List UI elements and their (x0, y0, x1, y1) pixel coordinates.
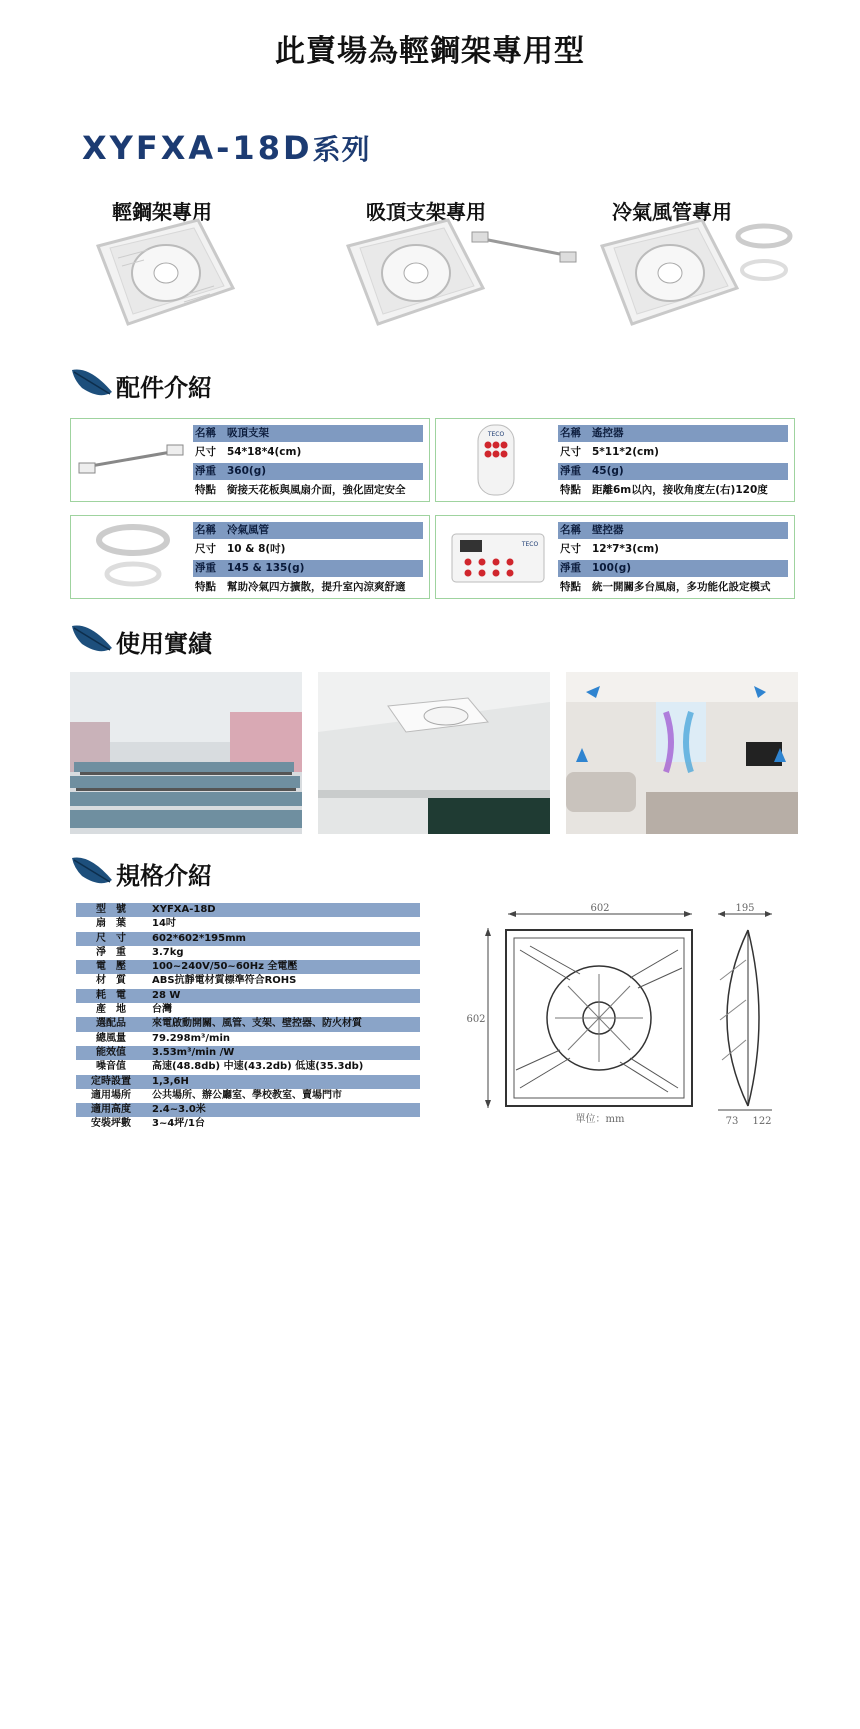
spec-row: 尺寸 12*7*3(cm) (558, 541, 788, 558)
series-model: XYFXA-18D (82, 129, 313, 167)
spec-row: 尺寸 5*11*2(cm) (558, 444, 788, 461)
spec-row: 尺寸 10 & 8(吋) (193, 541, 423, 558)
ceiling-bracket-image (470, 228, 580, 268)
feather-icon (70, 620, 116, 656)
svg-text:602: 602 (466, 1014, 486, 1025)
table-row: 材 質 ABS抗靜電材質標準符合ROHS (96, 975, 297, 987)
bracket-image (77, 439, 187, 479)
feather-icon (70, 852, 116, 888)
table-row: 總風量 79.298m³/min (96, 1032, 231, 1044)
spec-row: 名稱 冷氣風管 (193, 522, 423, 539)
variant-label-2: 吸頂支架專用 (366, 200, 486, 224)
accessory-card-duct (70, 515, 430, 599)
table-row: 適用場所 公共場所、辦公廳室、學校教室、賣場門市 (91, 1089, 342, 1101)
wall-controller-image (450, 532, 546, 584)
svg-text:單位：mm: 單位：mm (575, 1114, 625, 1125)
section-heading-accessories: 配件介紹 (116, 374, 212, 402)
variant-label-1: 輕鋼架專用 (112, 200, 212, 224)
variant-label-3: 冷氣風管專用 (612, 200, 732, 224)
series-heading (82, 128, 371, 168)
section-heading-specs: 規格介紹 (116, 862, 212, 890)
table-row: 能效值 3.53m³/min /W (76, 1046, 420, 1060)
case-photo-living-room (566, 672, 798, 834)
spec-row: 名稱 壁控器 (558, 522, 788, 539)
table-row: 扇 葉 14吋 (96, 918, 176, 930)
remote-control-image (474, 423, 518, 497)
spec-row: 淨重 145 & 135(g) (193, 560, 423, 577)
fan-product-image-2 (338, 218, 488, 328)
feather-icon (70, 364, 116, 400)
table-row: 電 壓 100~240V/50~60Hz 全電壓 (76, 960, 420, 974)
svg-text:602: 602 (590, 903, 610, 914)
spec-row: 特點 幫助冷氣四方擴散，提升室內涼爽舒適 (193, 579, 423, 596)
spec-row: 特點 統一開關多台風扇，多功能化設定模式 (558, 579, 788, 596)
svg-text:TECO: TECO (521, 541, 539, 548)
section-heading-cases: 使用實績 (116, 630, 212, 658)
duct-ring-image (734, 222, 794, 286)
spec-row: 名稱 吸頂支架 (193, 425, 423, 442)
page-title: 此賣場為輕鋼架專用型 (275, 34, 585, 69)
spec-table (76, 903, 420, 1132)
table-row: 產 地 台灣 (96, 1004, 172, 1016)
spec-row: 淨重 45(g) (558, 463, 788, 480)
table-row: 尺 寸 602*602*195mm (76, 932, 420, 946)
dimension-diagram (466, 900, 800, 1130)
fan-product-image-3 (592, 218, 742, 328)
duct-ring-image (95, 522, 171, 592)
svg-text:73: 73 (725, 1116, 739, 1127)
accessory-card-remote (435, 418, 795, 502)
spec-row: 特點 銜接天花板與風扇介面，強化固定安全 (193, 482, 423, 499)
svg-text:TECO: TECO (487, 431, 505, 438)
series-suffix: 系列 (312, 133, 371, 166)
spec-row: 淨重 100(g) (558, 560, 788, 577)
spec-row: 名稱 遙控器 (558, 425, 788, 442)
spec-row: 特點 距離6m以內，接收角度左(右)120度 (558, 482, 788, 499)
table-row: 定時設置 1,3,6H (76, 1075, 420, 1089)
case-photo-classroom (318, 672, 550, 834)
table-row: 適用高度 2.4~3.0米 (76, 1103, 420, 1117)
svg-text:122: 122 (752, 1116, 772, 1127)
accessory-card-bracket (70, 418, 430, 502)
fan-product-image-1 (88, 218, 238, 328)
svg-text:195: 195 (735, 903, 755, 914)
spec-row: 淨重 360(g) (193, 463, 423, 480)
case-photo-auditorium (70, 672, 302, 834)
table-row: 噪音值 高速(48.8db) 中速(43.2db) 低速(35.3db) (96, 1061, 364, 1073)
table-row: 淨 重 3.7kg (96, 946, 184, 958)
table-row: 安裝坪數 3~4坪/1台 (91, 1118, 205, 1130)
spec-row: 尺寸 54*18*4(cm) (193, 444, 423, 461)
table-row: 選配品 來電啟動開關、風管、支架、壁控器、防火材質 (76, 1017, 420, 1031)
accessory-card-wall-controller (435, 515, 795, 599)
table-row: 型 號 XYFXA-18D (76, 903, 420, 917)
table-row: 耗 電 28 W (76, 989, 420, 1003)
